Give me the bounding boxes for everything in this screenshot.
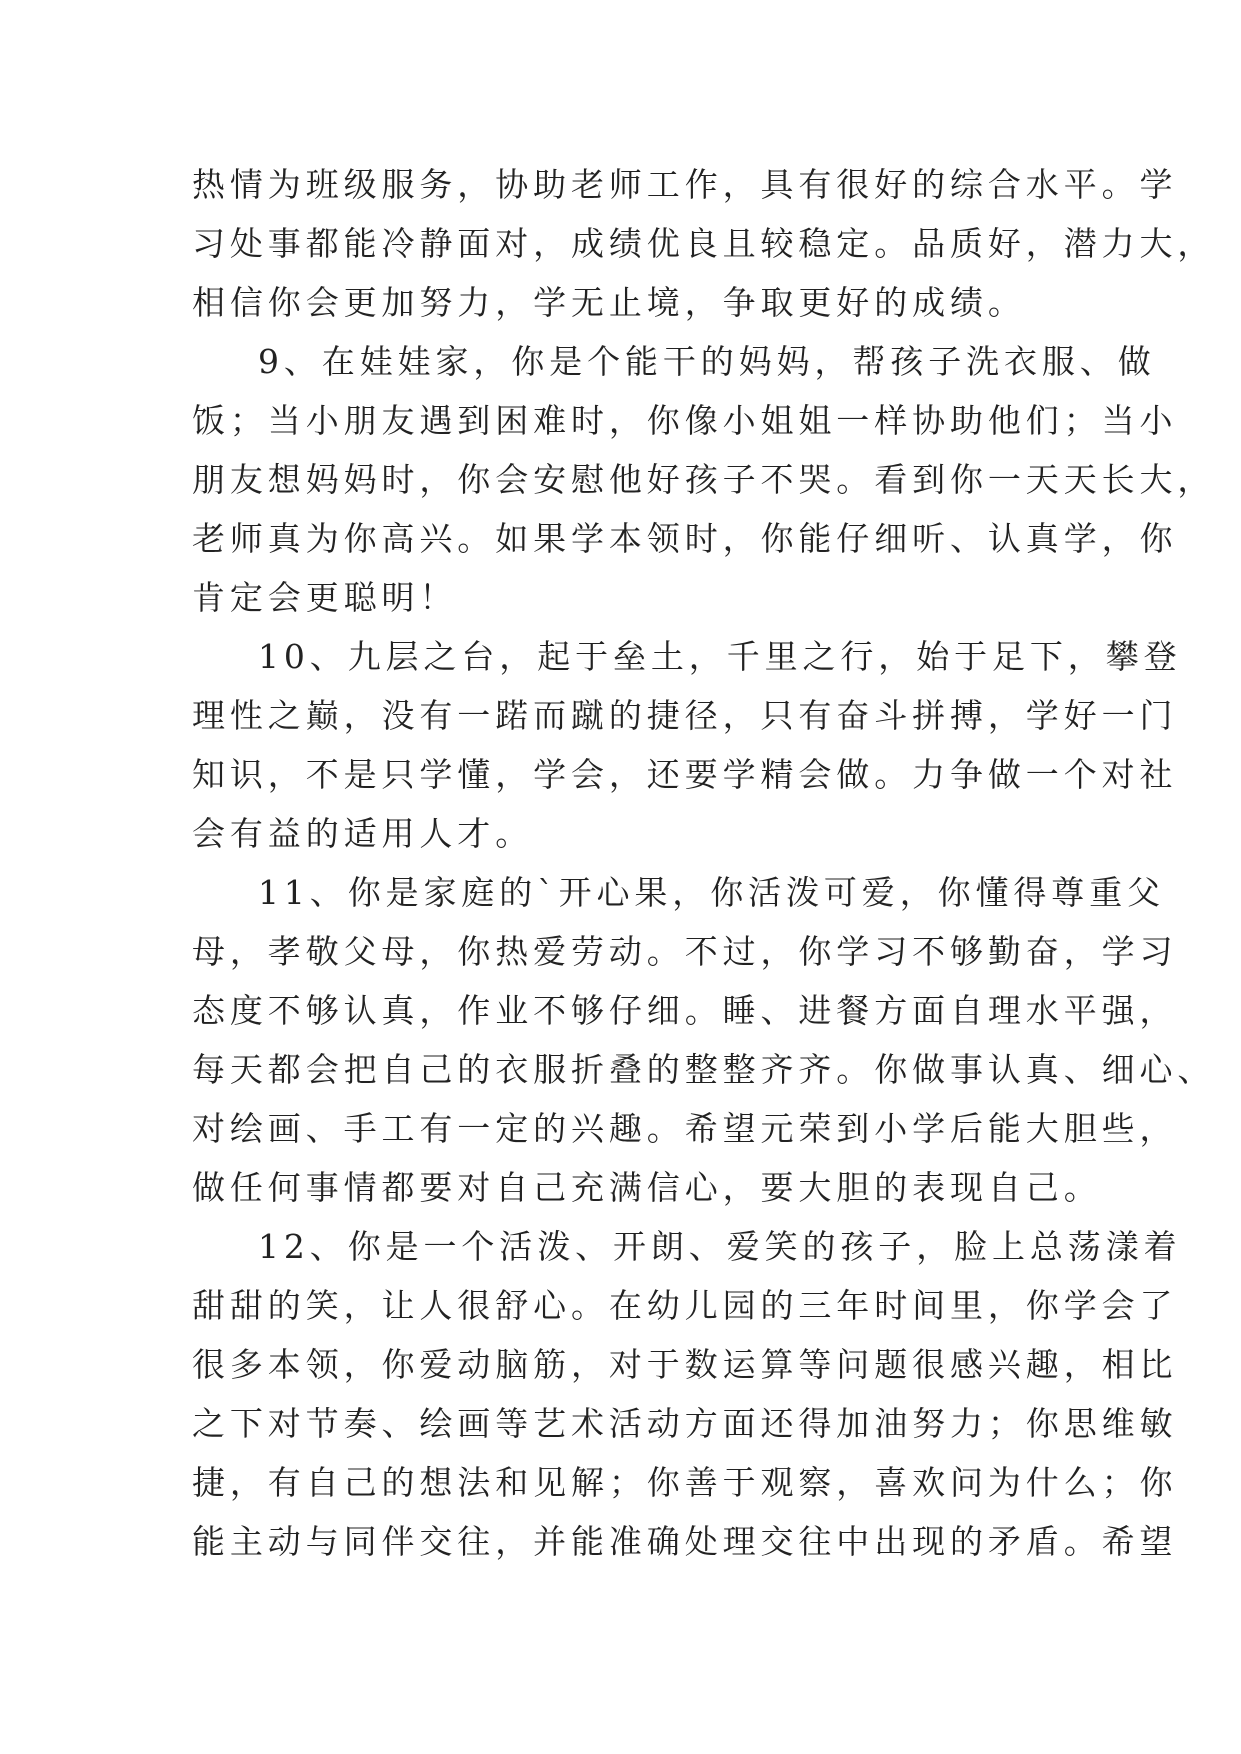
text-line: 会有益的适用人才。 xyxy=(192,814,534,853)
paragraph-item-9 xyxy=(192,332,1216,627)
text-line: 饭；当小朋友遇到困难时，你像小姐姐一样协助他们；当小 xyxy=(192,401,1178,440)
text-line: 对绘画、手工有一定的兴趣。希望元荣到小学后能大胆些， xyxy=(192,1109,1178,1148)
text-line: 母，孝敬父母，你热爱劳动。不过，你学习不够勤奋，学习 xyxy=(192,932,1178,971)
text-line: 朋友想妈妈时，你会安慰他好孩子不哭。看到你一天天长大， xyxy=(192,460,1216,499)
text-line: 老师真为你高兴。如果学本领时，你能仔细听、认真学，你 xyxy=(192,519,1178,558)
paragraph-item-11 xyxy=(192,863,1216,1217)
text-line: 知识，不是只学懂，学会，还要学精会做。力争做一个对社 xyxy=(192,755,1178,794)
text-line: 捷，有自己的想法和见解；你善于观察，喜欢问为什么；你 xyxy=(192,1463,1178,1502)
document-body xyxy=(192,155,1216,1571)
text-line: 10、九层之台，起于垒土，千里之行，始于足下，攀登 xyxy=(258,637,1182,676)
text-line: 9、在娃娃家，你是个能干的妈妈，帮孩子洗衣服、做 xyxy=(258,342,1156,381)
text-line: 每天都会把自己的衣服折叠的整整齐齐。你做事认真、细心、 xyxy=(192,1050,1216,1089)
text-line: 甜甜的笑，让人很舒心。在幼儿园的三年时间里，你学会了 xyxy=(192,1286,1178,1325)
text-line: 理性之巅，没有一蹃而蹴的捷径，只有奋斗拼搏，学好一门 xyxy=(192,696,1178,735)
text-line: 做任何事情都要对自己充满信心，要大胆的表现自己。 xyxy=(192,1168,1102,1207)
text-line: 11、你是家庭的`开心果，你活泼可爱，你懂得尊重父 xyxy=(258,873,1165,912)
text-line: 肯定会更聪明！ xyxy=(192,578,458,617)
text-line: 态度不够认真，作业不够仔细。睡、进餐方面自理水平强， xyxy=(192,991,1178,1030)
text-line: 相信你会更加努力，学无止境，争取更好的成绩。 xyxy=(192,283,1026,322)
text-line: 能主动与同伴交往，并能准确处理交往中出现的矛盾。希望 xyxy=(192,1522,1178,1561)
text-line: 很多本领，你爱动脑筋，对于数运算等问题很感兴趣，相比 xyxy=(192,1345,1178,1384)
text-line: 之下对节奏、绘画等艺术活动方面还得加油努力；你思维敏 xyxy=(192,1404,1178,1443)
text-line: 习处事都能冷静面对，成绩优良且较稳定。品质好，潜力大， xyxy=(192,224,1216,263)
text-line: 热情为班级服务，协助老师工作，具有很好的综合水平。学 xyxy=(192,165,1178,204)
text-line: 12、你是一个活泼、开朗、爱笑的孩子，脸上总荡漾着 xyxy=(258,1227,1182,1266)
paragraph-continuation xyxy=(192,155,1216,332)
paragraph-item-10 xyxy=(192,627,1182,863)
paragraph-item-12 xyxy=(192,1217,1182,1571)
